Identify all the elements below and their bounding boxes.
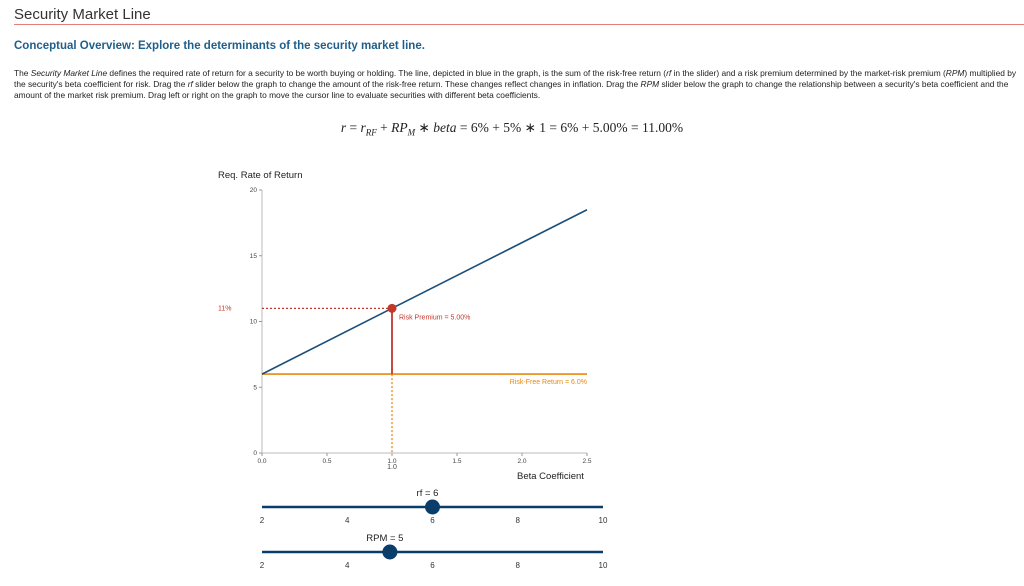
slider-tick-label: 8	[515, 561, 520, 570]
slider-tick-label: 6	[430, 516, 435, 525]
risk-premium-label: Risk Premium = 5.00%	[399, 314, 471, 322]
x-tick-label: 1.5	[452, 458, 462, 465]
slider-tick-label: 10	[598, 516, 608, 525]
slider-tick-label: 6	[430, 561, 435, 570]
slider-label: rf = 6	[416, 488, 439, 499]
x-tick-label: 2.5	[582, 458, 592, 465]
security-market-line	[262, 210, 587, 374]
slider-handle[interactable]	[382, 545, 397, 560]
beta-value-label: 1.0	[387, 464, 397, 471]
y-tick-label: 10	[249, 318, 257, 326]
description-paragraph: The Security Market Line defines the required rate of return for a security to be worth buying or holding. The line, depicted in blue in the graph, is the sum of the risk-free return (rf in the slider) and a risk premium determined by the market-risk premium (RPM) multiplied by the security's beta coefficient for risk. Drag the rf slider below the graph to change the amount of the risk-free return. These changes reflect changes in inflation. Drag the RPM slider below the graph to change the relationship between a security's beta coefficient and the amount of the market risk premium. Drag left or right on the graph to move the cursor line to evaluate securities with different beta coefficients.	[14, 68, 1017, 100]
x-tick-label: 2.0	[517, 458, 527, 465]
slider-tick-label: 2	[259, 561, 265, 570]
y-tick-label: 0	[253, 450, 257, 457]
x-tick-label: 0.0	[257, 458, 267, 465]
slider-tick-label: 4	[345, 561, 350, 570]
rf-slider[interactable]	[260, 488, 608, 525]
required-return-label: 11%	[218, 305, 232, 313]
slider-handle[interactable]	[425, 500, 440, 515]
x-tick-label: 0.5	[322, 458, 332, 465]
section-heading: Conceptual Overview: Explore the determinants of the security market line.	[14, 40, 425, 52]
x-axis-label: Beta Coefficient	[517, 471, 584, 482]
slider-tick-label: 2	[259, 516, 265, 525]
slider-tick-label: 10	[598, 561, 608, 570]
x-tick-label: 1.0	[387, 458, 397, 465]
y-tick-label: 5	[253, 384, 257, 392]
cursor-marker[interactable]	[388, 304, 397, 313]
y-tick-label: 20	[249, 187, 257, 194]
risk-free-label: Risk-Free Return = 6.0%	[509, 379, 587, 387]
slider-tick-label: 4	[345, 516, 350, 525]
rpm-slider[interactable]	[260, 533, 608, 570]
slider-label: RPM = 5	[366, 533, 404, 544]
app-title: Security Market Line	[14, 6, 151, 23]
y-axis-label: Req. Rate of Return	[218, 170, 303, 181]
y-tick-label: 15	[249, 252, 257, 260]
sml-formula: $r = r_{RF} + RP_M$ ∗ beta = 6% + 5% ∗ 1 = 6% + 5.00% = 11.00%	[340, 120, 684, 138]
slider-tick-label: 8	[515, 516, 520, 525]
